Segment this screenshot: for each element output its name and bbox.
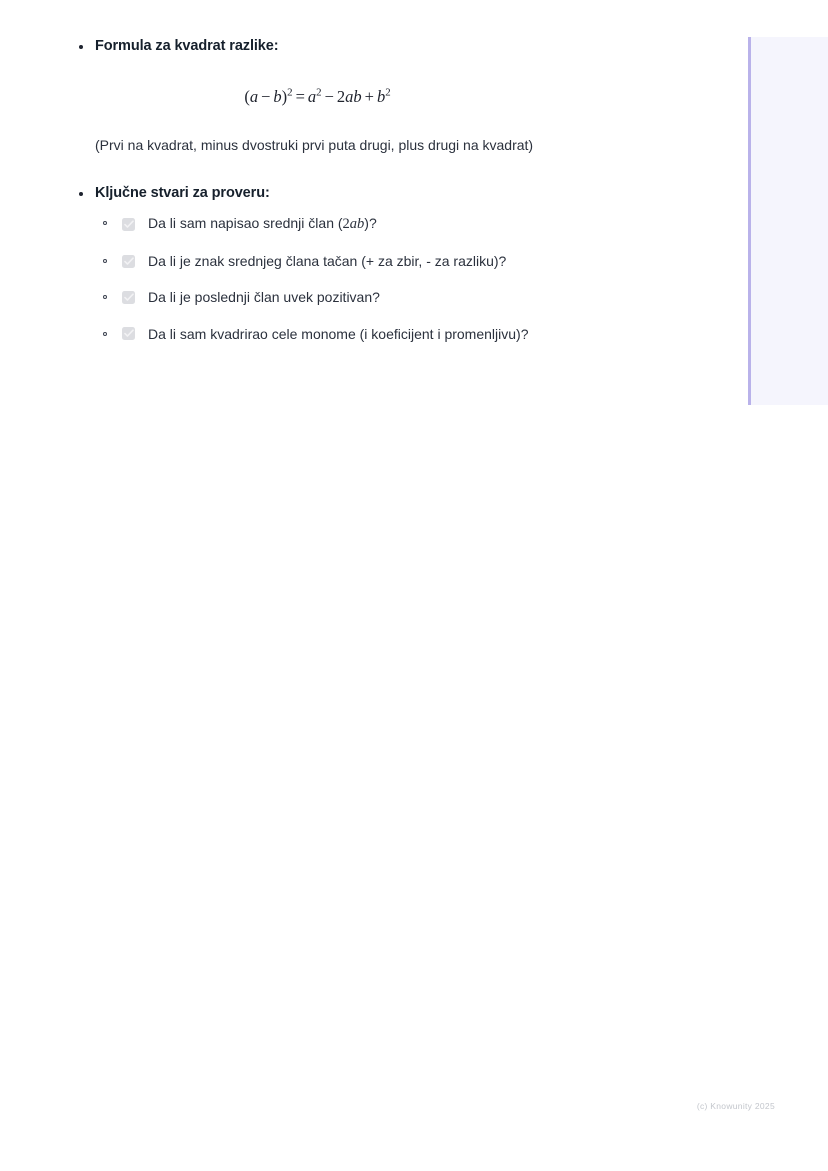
- checklist-item-label: Da li je poslednji član uvek pozitivan?: [148, 289, 380, 306]
- formula-rhs-ab: ab: [345, 87, 362, 107]
- document-body: [0, 0, 700, 360]
- page-footer-copyright: (c) Knowunity 2025: [696, 1101, 775, 1111]
- checklist-item-label: Da li sam kvadrirao cele monome (i koeficijent i promenljivu)?: [148, 325, 529, 342]
- checklist: [95, 213, 700, 344]
- formula-display: [95, 87, 700, 107]
- checklist-section-heading: Ključne stvari za proveru:: [95, 185, 270, 202]
- formula-lhs-close: ): [281, 87, 288, 107]
- checkbox-checked-icon[interactable]: [122, 291, 135, 304]
- formula-explanation-note: (Prvi na kvadrat, minus dvostruki prvi puta drugi, plus drugi na kvadrat): [95, 137, 534, 154]
- formula-rhs-a-exponent: 2: [316, 86, 322, 99]
- checklist-item-text-before: Da li sam napisao srednji član (: [148, 215, 343, 232]
- checklist-section-list: [0, 183, 700, 344]
- checklist-item-label: Da li je znak srednjeg člana tačan (+ za zbir, - za razliku)?: [148, 253, 507, 270]
- checklist-item-math: [343, 216, 365, 232]
- list-item-formula-section: [0, 36, 700, 107]
- formula-lhs-b: b: [273, 87, 282, 107]
- checklist-item[interactable]: [95, 213, 700, 235]
- checklist-item-math-vars: ab: [349, 216, 365, 233]
- formula-rhs-coefficient: 2: [336, 87, 346, 107]
- formula-section-heading: Formula za kvadrat razlike:: [95, 38, 279, 54]
- checklist-item[interactable]: [95, 287, 700, 307]
- formula-rhs-b-exponent: 2: [385, 86, 391, 99]
- right-callout-block: [748, 37, 828, 405]
- checklist-item-math-number: 2: [342, 216, 350, 233]
- formula-rhs-minus: −: [324, 87, 334, 107]
- formula-rhs-b: b: [376, 87, 386, 107]
- list-item-checklist-section: [0, 183, 700, 344]
- formula-expression: [244, 87, 390, 106]
- formula-lhs-a: a: [249, 87, 259, 107]
- formula-lhs-open: (: [244, 87, 250, 107]
- checklist-item-text-after: )?: [364, 215, 377, 232]
- checklist-item-label: [148, 213, 377, 235]
- top-level-list: [0, 36, 700, 107]
- formula-equals: =: [295, 87, 305, 107]
- formula-rhs-plus: +: [364, 87, 374, 107]
- checkbox-checked-icon[interactable]: [122, 327, 135, 340]
- formula-rhs-a: a: [307, 87, 317, 107]
- checkbox-checked-icon[interactable]: [122, 255, 135, 268]
- formula-lhs-minus: −: [261, 87, 271, 107]
- checkbox-checked-icon[interactable]: [122, 218, 135, 231]
- formula-lhs-exponent: 2: [287, 86, 293, 99]
- section-spacer: [0, 156, 700, 183]
- checklist-item[interactable]: [95, 251, 700, 271]
- checklist-item[interactable]: [95, 324, 700, 344]
